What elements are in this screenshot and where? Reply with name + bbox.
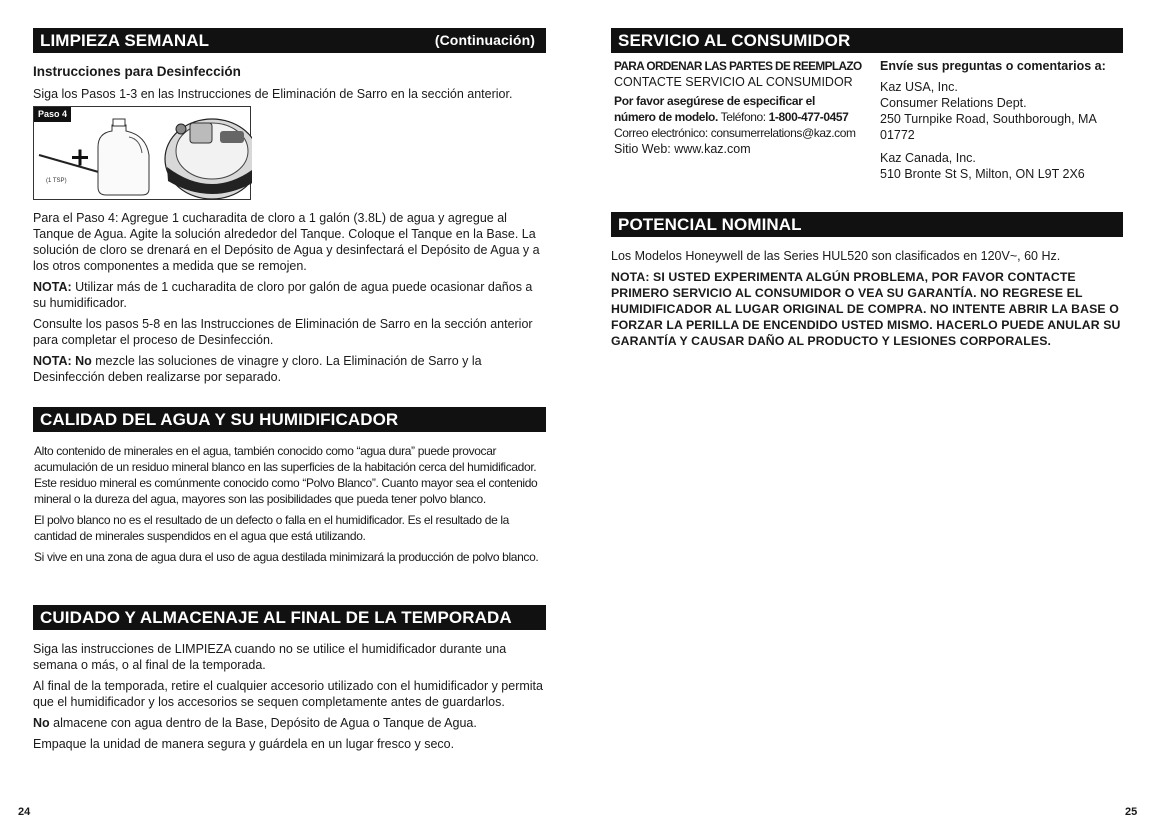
section-header-water-quality — [33, 407, 546, 432]
water-quality-body — [34, 443, 547, 570]
paragraph: Los Modelos Honeywell de las Series HUL520 son clasificados en 120V~, 60 Hz. — [611, 249, 1061, 263]
service-order-block — [614, 58, 876, 157]
page-number: 25 — [1125, 806, 1138, 818]
note-text: mezcle las soluciones de vinagre y cloro. La Eliminación de Sarro y la Desinfección deben realizarse por separado. — [33, 354, 482, 384]
plus-icon — [72, 150, 88, 166]
paragraph: Si vive en una zona de agua dura el uso de agua destilada minimizará la producción de polvo blanco. — [34, 550, 539, 564]
storage-body — [33, 641, 545, 757]
warning-note: NOTA: SI USTED EXPERIMENTA ALGÚN PROBLEMA, POR FAVOR CONTACTE PRIMERO SERVICIO AL CONSUMIDOR O VEA SU GARANTÍA. NO REGRESE EL HUMIDIFICADOR AL LUGAR ORIGINAL DE COMPRA. NO INTENTE ABRIR LA BASE O FORZAR LA PERILLA DE ENCENDIDO USTED MISMO. HACERLO PUEDE ANULAR SU GARANTÍA Y CAUSAR DAÑO AL PRODUCTO Y LESIONES CORPORALES. — [611, 270, 1121, 348]
disinfection-heading-block — [33, 64, 545, 107]
section-header-storage — [33, 605, 546, 630]
paragraph: Siga las instrucciones de LIMPIEZA cuando no se utilice el humidificador durante una semana o más, o al final de la temporada. — [33, 642, 507, 672]
paragraph: Al final de la temporada, retire el cualquier accesorio utilizado con el humidificador y permita que el humidificador y los accesorios se sequen completamente antes de guardarlos. — [33, 679, 543, 709]
phone-line — [614, 109, 876, 125]
phone-number[interactable]: 1-800-477-0457 — [768, 110, 849, 124]
figure-tag: Paso 4 — [34, 107, 71, 122]
section-header-rating — [611, 212, 1123, 237]
figure-caption: (1 TSP) — [46, 178, 67, 184]
paragraph-text: almacene con agua dentro de la Base, Depósito de Agua o Tanque de Agua. — [49, 716, 477, 730]
section-title: SERVICIO AL CONSUMIDOR — [618, 31, 851, 50]
note — [33, 279, 545, 311]
section-header-consumer-service — [611, 28, 1123, 53]
usa-name: Kaz USA, Inc. — [880, 80, 958, 94]
paragraph: Alto contenido de minerales en el agua, también conocido como “agua dura” puede provocar acumulación de un residuo mineral blanco en las superficies de la habitación cerca del humidificador. Este residuo mineral es comúnmente conocido como “Polvo Blanco”. Cuanto mayor sea el contenido mineral o la dureza del agua, mayores son las posibilidades que pueda tener polvo blanco. — [34, 444, 538, 506]
paragraph: El polvo blanco no es el resultado de un defecto o falla en el humidificador. Es el resultado de la cantidad de minerales suspendidos en el agua que está utilizando. — [34, 513, 510, 543]
note-label: NOTA: — [33, 280, 72, 294]
send-heading: Envíe sus preguntas o comentarios a: — [880, 59, 1106, 73]
emphasis: No — [33, 716, 50, 730]
usa-zip: 01772 — [880, 128, 915, 142]
paragraph: Siga los Pasos 1-3 en las Instrucciones de Eliminación de Sarro en la sección anterior. — [33, 87, 513, 101]
paragraph: Consulte los pasos 5-8 en las Instrucciones de Eliminación de Sarro en la sección anterior para completar el proceso de Desinfección. — [33, 317, 533, 347]
page-number: 24 — [18, 806, 31, 818]
paragraph: Para el Paso 4: Agregue 1 cucharadita de cloro a 1 galón (3.8L) de agua y agregue al Tanque de Agua. Agite la solución alrededor del Tanque. Coloque el Tanque en la Base. La solución de cloro se drenará en el Depósito de Agua y desinfectará el Depósito de Agua y a los otros componentes a medida que se remojen. — [33, 211, 540, 273]
canada-name: Kaz Canada, Inc. — [880, 151, 976, 165]
service-address-block — [880, 58, 1123, 182]
section-title: POTENCIAL NOMINAL — [618, 215, 802, 234]
disinfection-body — [33, 210, 545, 390]
note-label: NOTA: No — [33, 354, 92, 368]
humidifier-base-icon — [165, 119, 252, 199]
phone-label: Teléfono: — [717, 110, 769, 124]
canada-address: 510 Bronte St S, Milton, ON L9T 2X6 — [880, 167, 1085, 181]
subsection-title: Instrucciones para Desinfección — [33, 64, 241, 79]
note — [33, 353, 545, 385]
email-line[interactable]: Correo electrónico: consumerrelations@kaz.com — [614, 126, 856, 140]
web-line[interactable]: Sitio Web: www.kaz.com — [614, 142, 751, 156]
section-title: CUIDADO Y ALMACENAJE AL FINAL DE LA TEMPORADA — [40, 608, 512, 627]
usa-dept: Consumer Relations Dept. — [880, 96, 1027, 110]
section-title: CALIDAD DEL AGUA Y SU HUMIDIFICADOR — [40, 410, 399, 429]
model-line: Por favor asegúrese de especificar el — [614, 94, 816, 108]
paragraph: Empaque la unidad de manera segura y guárdela en un lugar fresco y seco. — [33, 737, 455, 751]
note-text: Utilizar más de 1 cucharadita de cloro por galón de agua puede ocasionar daños a su humidificador. — [33, 280, 533, 310]
usa-street: 250 Turnpike Road, Southborough, MA — [880, 112, 1097, 126]
continuation-label: (Continuación) — [434, 32, 535, 48]
rating-body — [611, 248, 1124, 354]
step-4-figure — [33, 106, 251, 200]
section-header-weekly-cleaning — [33, 28, 546, 53]
jug-icon — [98, 119, 149, 195]
order-contact: CONTACTE SERVICIO AL CONSUMIDOR — [614, 75, 853, 89]
paragraph — [33, 715, 545, 731]
model-number-label: número de modelo. — [614, 110, 718, 124]
order-heading: PARA ORDENAR LAS PARTES DE REEMPLAZO — [614, 59, 862, 73]
section-title: LIMPIEZA SEMANAL — [40, 31, 210, 50]
